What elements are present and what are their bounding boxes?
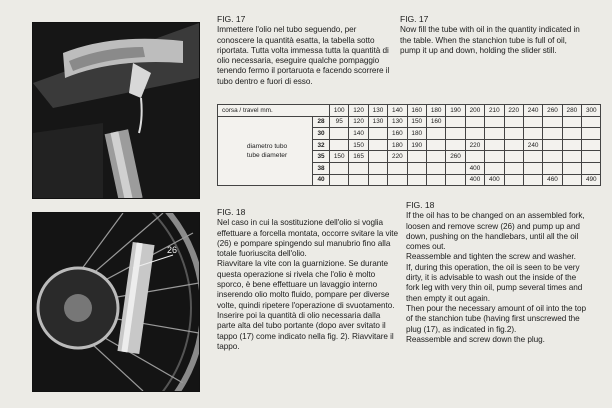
oil-quantity-cell: 220: [465, 139, 484, 151]
oil-quantity-cell: [504, 139, 523, 151]
table-row: [218, 116, 601, 128]
fig17-it-title: FIG. 17: [217, 14, 246, 24]
travel-value-cell: 190: [446, 105, 465, 117]
fig17-it-text: Immettere l'olio nel tubo seguendo, per conoscere la quantità esatta, la tabella sotto riportata. Tutta volta immessa tutta la quantità di olio necessaria, eseguire qualche pompaggio tenendo fermo il portaruota e facendo scorrere il tubo dentro e fuori di esso.: [217, 25, 390, 86]
fig17-italian-caption: [217, 14, 393, 87]
oil-quantity-cell: 240: [523, 139, 542, 151]
oil-quantity-cell: [523, 116, 542, 128]
fig18-photo: [32, 212, 200, 392]
travel-value-cell: 120: [349, 105, 368, 117]
oil-quantity-cell: 120: [349, 116, 368, 128]
fig18-italian-caption: [217, 207, 399, 352]
oil-quantity-cell: [446, 174, 465, 186]
oil-quantity-cell: 160: [388, 128, 407, 140]
fig18-english-caption: [406, 200, 588, 345]
diameter-value-cell: 32: [313, 139, 330, 151]
oil-quantity-cell: [562, 116, 581, 128]
oil-quantity-cell: [543, 162, 562, 174]
oil-quantity-cell: [543, 128, 562, 140]
fig18-it-text: Nel caso in cui la sostituzione dell'olio si voglia effettuare a forcella montata, occorre svitare la vite (26) e pompare spingendo sul manubrio fino alla totale fuoriuscita dell'olio. Riavvitare la vite con la guarnizione. Se durante questa operazione si rivela che l'olio è molto sporco, è bene effettuare un lavaggio interno inserendo olio molto fluido, pompare per diverse volte, quindi ripetere l'operazione di svuotamento. Inserire poi la quantità di olio necessaria dalla parte alta del tubo portante (dopo aver svitato il tappo (17) come indicato nella fig. 2). Riavvitare il tappo.: [217, 218, 399, 351]
oil-quantity-cell: [349, 174, 368, 186]
diameter-label: [218, 116, 313, 186]
oil-quantity-cell: [368, 151, 387, 163]
oil-quantity-cell: [485, 151, 504, 163]
oil-quantity-cell: [426, 139, 445, 151]
travel-value-cell: 280: [562, 105, 581, 117]
oil-quantity-cell: [543, 139, 562, 151]
travel-value-cell: 300: [582, 105, 601, 117]
oil-quantity-cell: [388, 162, 407, 174]
oil-quantity-cell: [330, 128, 349, 140]
oil-quantity-cell: 130: [388, 116, 407, 128]
oil-quantity-cell: [504, 128, 523, 140]
oil-quantity-cell: [562, 162, 581, 174]
oil-quantity-cell: [368, 174, 387, 186]
oil-quantity-cell: [446, 116, 465, 128]
oil-quantity-cell: [485, 139, 504, 151]
fig17-english-caption: [400, 14, 586, 56]
oil-quantity-cell: [465, 128, 484, 140]
oil-quantity-cell: [407, 174, 426, 186]
oil-quantity-cell: [582, 151, 601, 163]
fig18-en-title: FIG. 18: [406, 200, 435, 210]
oil-quantity-cell: [543, 116, 562, 128]
travel-value-cell: 200: [465, 105, 484, 117]
oil-quantity-cell: [504, 116, 523, 128]
oil-quantity-cell: 150: [349, 139, 368, 151]
oil-quantity-cell: [330, 174, 349, 186]
travel-value-cell: 210: [485, 105, 504, 117]
oil-quantity-cell: 165: [349, 151, 368, 163]
oil-quantity-cell: 130: [368, 116, 387, 128]
oil-quantity-cell: 400: [465, 174, 484, 186]
oil-quantity-cell: [407, 151, 426, 163]
oil-quantity-cell: [349, 162, 368, 174]
oil-quantity-cell: [523, 174, 542, 186]
oil-quantity-cell: [485, 162, 504, 174]
oil-quantity-cell: [368, 139, 387, 151]
oil-quantity-cell: 400: [485, 174, 504, 186]
oil-quantity-cell: [562, 174, 581, 186]
travel-value-cell: 160: [407, 105, 426, 117]
oil-quantity-cell: [465, 116, 484, 128]
oil-quantity-cell: [562, 139, 581, 151]
fig18-en-text: If the oil has to be changed on an assembled fork, loosen and remove screw (26) and pump up and down, pushing on the handlebars, until all the oil comes out. Reassemble and tighten the screw and washer. If, during this operation, the oil is seen to be very dirty, it is advisable to wash out the inside of the fork leg with very thin oil, pump several times and then empty it out again. Then pour the necessary amount of oil into the top of the stanchion tube (having first unscrewed the plug (17), as indicated in fig.2). Reassemble and screw down the plug.: [406, 211, 587, 344]
oil-quantity-cell: 190: [407, 139, 426, 151]
diameter-value-cell: 30: [313, 128, 330, 140]
oil-quantity-cell: [330, 139, 349, 151]
oil-quantity-cell: [523, 151, 542, 163]
travel-value-cell: 220: [504, 105, 523, 117]
diameter-label-en: tube diameter: [246, 151, 288, 159]
oil-quantity-cell: [426, 174, 445, 186]
oil-quantity-cell: [368, 162, 387, 174]
oil-quantity-cell: [504, 174, 523, 186]
oil-quantity-cell: 180: [407, 128, 426, 140]
travel-value-cell: 260: [543, 105, 562, 117]
oil-quantity-cell: [543, 151, 562, 163]
oil-quantity-cell: [582, 116, 601, 128]
oil-quantity-table: [217, 104, 601, 186]
oil-quantity-cell: [562, 151, 581, 163]
oil-quantity-cell: 400: [465, 162, 484, 174]
diameter-label-it: diametro tubo: [246, 142, 288, 150]
oil-quantity-cell: [407, 162, 426, 174]
callout-26: 26: [167, 245, 178, 255]
oil-quantity-cell: [485, 116, 504, 128]
oil-quantity-cell: [368, 128, 387, 140]
oil-quantity-cell: [582, 128, 601, 140]
diameter-value-cell: 38: [313, 162, 330, 174]
oil-quantity-cell: [446, 139, 465, 151]
fig17-photo: [32, 22, 200, 199]
oil-quantity-cell: [446, 162, 465, 174]
oil-quantity-cell: 150: [330, 151, 349, 163]
travel-value-cell: 130: [368, 105, 387, 117]
travel-value-cell: 180: [426, 105, 445, 117]
fig17-en-title: FIG. 17: [400, 14, 429, 24]
oil-pouring-illustration: [33, 23, 199, 198]
oil-quantity-cell: [485, 128, 504, 140]
table-header-row: [218, 105, 601, 117]
oil-quantity-cell: [523, 162, 542, 174]
fig18-it-title: FIG. 18: [217, 207, 246, 217]
oil-quantity-cell: [465, 151, 484, 163]
travel-value-cell: 140: [388, 105, 407, 117]
oil-quantity-cell: 150: [407, 116, 426, 128]
diameter-value-cell: 35: [313, 151, 330, 163]
oil-quantity-cell: [504, 162, 523, 174]
oil-quantity-cell: [523, 128, 542, 140]
oil-quantity-cell: 160: [426, 116, 445, 128]
oil-quantity-cell: [426, 151, 445, 163]
oil-quantity-cell: [426, 162, 445, 174]
oil-quantity-cell: [582, 162, 601, 174]
oil-quantity-cell: 460: [543, 174, 562, 186]
oil-quantity-cell: [504, 151, 523, 163]
travel-value-cell: 100: [330, 105, 349, 117]
oil-quantity-cell: [426, 128, 445, 140]
oil-quantity-cell: 260: [446, 151, 465, 163]
oil-quantity-cell: [582, 139, 601, 151]
oil-quantity-cell: [388, 174, 407, 186]
fig17-en-text: Now fill the tube with oil in the quantity indicated in the table. When the stanchion tube is full of oil, pump it up and down, holding the slider still.: [400, 25, 580, 55]
wheel-fork-illustration: [33, 213, 199, 391]
oil-quantity-cell: [446, 128, 465, 140]
travel-header-label: corsa / travel mm.: [218, 105, 330, 117]
oil-quantity-cell: 95: [330, 116, 349, 128]
oil-quantity-cell: 140: [349, 128, 368, 140]
diameter-value-cell: 28: [313, 116, 330, 128]
oil-quantity-cell: 180: [388, 139, 407, 151]
oil-quantity-cell: [562, 128, 581, 140]
oil-quantity-cell: [330, 162, 349, 174]
travel-value-cell: 240: [523, 105, 542, 117]
diameter-value-cell: 40: [313, 174, 330, 186]
oil-quantity-cell: 490: [582, 174, 601, 186]
oil-quantity-cell: 220: [388, 151, 407, 163]
